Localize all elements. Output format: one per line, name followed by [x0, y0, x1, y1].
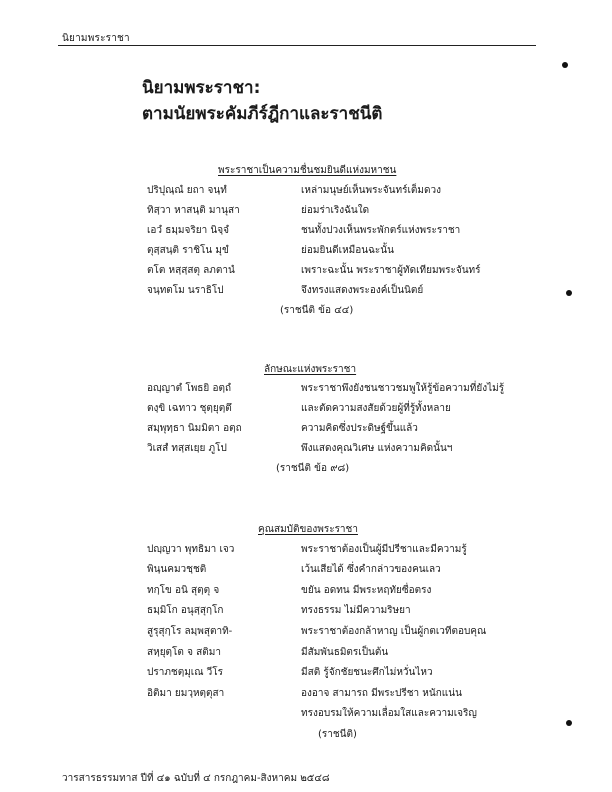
thai-translation: ทรงอบรมให้ความเลื่อมใสและความเจริญ — [301, 708, 477, 719]
thai-translation: พระราชาต้องกล้าหาญ เป็นผู้กตเวทีตอบคุณ — [301, 626, 487, 637]
section-heading: พระราชาเป็นความชื่นชมยินดีแห่งมหาชน — [218, 165, 397, 176]
page-title-line-2: ตามนัยพระคัมภีร์ฎีกาและราชนีติ — [142, 104, 383, 124]
thai-translation: มีสัมพันธมิตรเป็นต้น — [301, 647, 389, 658]
verse-line — [0, 603, 612, 617]
thai-translation: ขยัน อดทน มีพระหฤทัยซื่อตรง — [301, 585, 432, 596]
thai-translation: ทรงธรรม ไม่มีความริษยา — [301, 605, 411, 616]
verse-line — [0, 645, 612, 659]
thai-translation: ย่อมร่าเริงฉันใด — [301, 205, 370, 216]
pali-verse: สูรุสุกฺโร ลมฺพสุตาทิ- — [147, 626, 233, 637]
thai-translation: พึงแสดงคุณวิเศษ แห่งความคิดนั้นฯ — [301, 443, 453, 454]
verse-line — [0, 542, 612, 556]
verse-line — [0, 706, 612, 720]
verse-line — [0, 283, 612, 297]
verse-line — [0, 183, 612, 197]
verse-line — [0, 223, 612, 237]
pali-verse: ตโต หสฺสฺสตุ ลภตานํ — [147, 265, 235, 276]
pali-verse: ปราภชตฺมุเณ วีโร — [147, 667, 224, 678]
thai-translation: องอาจ สามารถ มีพระปรีชา หนักแน่น — [301, 688, 462, 699]
thai-translation: ย่อมยินดีเหมือนฉะนั้น — [301, 245, 394, 256]
section-heading: ลักษณะแห่งพระราชา — [264, 364, 357, 375]
citation: (ราชนีติ ข้อ ๙๘) — [276, 463, 350, 474]
scan-speck-bottom-right — [566, 720, 572, 726]
pali-verse: วิเสสํ ทสฺสเยฺย ภูโป — [147, 443, 227, 454]
thai-translation: เหล่ามนุษย์เห็นพระจันทร์เต็มดวง — [301, 185, 441, 196]
thai-translation: พระราชาพึงยังชนชาวชมพูให้รู้ข้อความที่ยังไม่รู้ — [301, 383, 505, 394]
pali-verse: ตุสฺสนฺติ ราชิโน มุขํ — [147, 245, 229, 256]
pali-verse: ตงฺขิ เฉทาว ชุตฺยุตฺตึ — [147, 403, 232, 414]
verse-line — [0, 624, 612, 638]
header-rule — [58, 45, 536, 46]
verse-line — [0, 665, 612, 679]
verse-line — [0, 583, 612, 597]
verse-line — [0, 441, 612, 455]
thai-translation: จึงทรงแสดงพระองค์เป็นนิตย์ — [301, 285, 424, 296]
pali-verse: ปญฺญวา พุทธิมา เจว — [147, 544, 235, 555]
pali-verse: สหฺยุตฺโต จ สติมา — [147, 647, 221, 658]
verse-line — [0, 243, 612, 257]
verse-line — [0, 203, 612, 217]
pali-verse: พินฺนคมวชฺชติ — [147, 564, 207, 575]
pali-verse: สมฺพุทฺธา นิมมิตา อตฺถ — [147, 423, 242, 434]
thai-translation: มีสติ รู้จักชัยชนะศึกไม่หวั่นไหว — [301, 667, 433, 678]
scan-speck-top-right — [562, 62, 568, 68]
thai-translation: ความคิดซึ่งประดิษฐ์ขึ้นแล้ว — [301, 423, 418, 434]
verse-line — [0, 381, 612, 395]
pali-verse: ปริปุณฺณํ ยถา จนฺทํ — [147, 185, 227, 196]
pali-verse: เอวํ ธมฺมจริยา นิจฺจํ — [147, 225, 229, 236]
thai-translation: พระราชาต้องเป็นผู้มีปรีชาและมีความรู้ — [301, 544, 467, 555]
thai-translation: เพราะฉะนั้น พระราชาผู้ทัดเทียมพระจันทร์ — [301, 265, 481, 276]
thai-translation: และตัดความสงสัยด้วยผู้ที่รู้ทั้งหลาย — [301, 403, 451, 414]
pali-verse: ทิสฺวา หาสนฺติ มานุสา — [147, 205, 240, 216]
pali-verse: อิติมา ยมวฺหตฺตุสา — [147, 688, 225, 699]
citation: (ราชนีติ) — [318, 729, 357, 740]
pali-verse: จนฺทตโม นราธิโป — [147, 285, 224, 296]
thai-translation: ชนทั้งปวงเห็นพระพักตร์แห่งพระราชา — [301, 225, 461, 236]
citation: (ราชนีติ ข้อ ๔๔) — [280, 305, 354, 316]
pali-verse: อญฺญาตํ โพธยิ อตฺถํ — [147, 383, 231, 394]
pali-verse: ทกฺโข อนิ สุตฺตุ จ — [147, 585, 220, 596]
thai-translation: เว้นเสียได้ ซึ่งคำกล่าวของคนเลว — [301, 564, 441, 575]
page-footer: วารสารธรรมทาส ปีที่ ๔๑ ฉบับที่ ๔ กรกฎาคม-สิงหาคม ๒๕๔๘ — [62, 773, 330, 784]
page-title-line-1: นิยามพระราชา: — [142, 78, 261, 98]
verse-line — [0, 421, 612, 435]
verse-line — [0, 562, 612, 576]
section-heading: คุณสมบัติของพระราชา — [258, 524, 358, 535]
pali-verse: ธมฺมิโก อนุสฺสุกฺโก — [147, 605, 224, 616]
running-header: นิยามพระราชา — [62, 33, 130, 44]
verse-line — [0, 686, 612, 700]
verse-line — [0, 263, 612, 277]
verse-line — [0, 401, 612, 415]
